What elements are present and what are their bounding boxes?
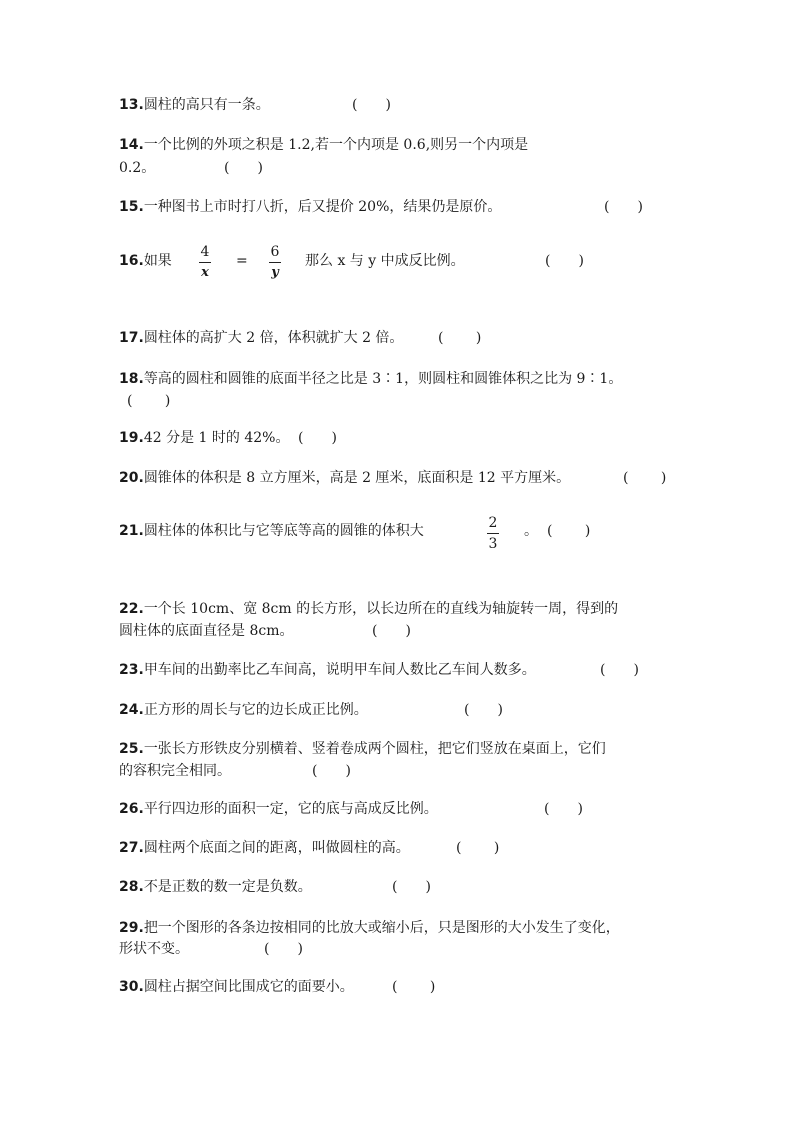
answer-parens[interactable]: ( ): [456, 840, 500, 856]
fraction-numerator: 2: [488, 515, 498, 531]
question-number: 30.: [119, 979, 144, 995]
question-text-line1: 把一个图形的各条边按相同的比放大或缩小后，只是图形的大小发生了变化，: [143, 920, 620, 936]
question-number: 20.: [119, 470, 144, 486]
question-text-line2: 形状不变。: [119, 941, 189, 957]
answer-parens[interactable]: ( ): [392, 879, 431, 895]
question-19: [119, 427, 289, 450]
question-number: 24.: [119, 702, 144, 718]
question-16: [119, 250, 172, 273]
question-14: [119, 134, 528, 157]
question-text-before: 如果: [143, 253, 172, 269]
question-number: 21.: [119, 523, 144, 539]
question-text-after: 。: [524, 523, 538, 539]
answer-parens[interactable]: ( ): [392, 979, 436, 995]
question-number: 27.: [119, 840, 144, 856]
question-text-line2: 圆柱体的底面直径是 8cm。: [119, 623, 294, 639]
question-text: 圆柱两个底面之间的距离，叫做圆柱的高。: [143, 840, 410, 856]
question-text: 42 分是 1 时的 42%。: [143, 430, 290, 446]
answer-parens[interactable]: ( ): [352, 97, 391, 113]
question-number: 29.: [119, 920, 144, 936]
answer-parens[interactable]: ( ): [600, 662, 639, 678]
fraction-bar: [487, 533, 499, 534]
question-number: 22.: [119, 601, 144, 617]
question-30: [119, 976, 354, 999]
fraction-numerator: 4: [200, 244, 210, 260]
question-26: [119, 798, 438, 821]
answer-parens[interactable]: ( ): [544, 801, 583, 817]
question-text: 圆柱占据空间比围成它的面要小。: [143, 979, 354, 995]
question-text-before: 圆柱体的体积比与它等底等高的圆锥的体积大: [143, 523, 424, 539]
fraction-numerator: 6: [270, 244, 280, 260]
question-29: [119, 917, 620, 940]
fraction-denominator: 3: [488, 536, 498, 552]
answer-parens[interactable]: ( ): [464, 702, 503, 718]
question-29-line2: [119, 938, 189, 961]
question-25: [119, 738, 606, 761]
fraction-denominator: y: [271, 265, 279, 280]
question-text-after: 那么 x 与 y 中成反比例。: [305, 253, 465, 269]
question-number: 17.: [119, 330, 144, 346]
question-number: 28.: [119, 879, 144, 895]
question-22-line2: [119, 620, 293, 643]
answer-parens[interactable]: ( ): [604, 199, 643, 215]
question-number: 26.: [119, 801, 144, 817]
question-text: 一种图书上市时打八折，后又提价 20%，结果仍是原价。: [143, 199, 502, 215]
answer-parens[interactable]: ( ): [224, 160, 263, 176]
answer-parens[interactable]: ( ): [372, 623, 411, 639]
question-number: 23.: [119, 662, 144, 678]
question-text-line1: 一个长 10cm、宽 8cm 的长方形，以长边所在的直线为轴旋转一周，得到的: [143, 601, 619, 617]
question-18: [119, 368, 622, 391]
question-20: [119, 467, 570, 490]
answer-parens[interactable]: ( ): [547, 523, 591, 539]
question-28: [119, 876, 312, 899]
fraction-denominator: x: [201, 265, 209, 280]
answer-parens[interactable]: ( ): [298, 430, 337, 446]
question-25-line2: [119, 760, 231, 783]
answer-parens[interactable]: ( ): [264, 941, 303, 957]
question-text-line2: 的容积完全相同。: [119, 763, 231, 779]
question-17: [119, 327, 403, 350]
question-text: 平行四边形的面积一定，它的底与高成反比例。: [143, 801, 438, 817]
fraction-bar: [269, 262, 281, 263]
question-number: 13.: [119, 97, 144, 113]
question-23: [119, 659, 536, 682]
equals-sign: =: [236, 253, 248, 269]
question-number: 14.: [119, 137, 144, 153]
fraction-bar: [199, 262, 211, 263]
answer-parens[interactable]: ( ): [438, 330, 482, 346]
question-text: 圆柱的高只有一条。: [143, 97, 270, 113]
answer-parens[interactable]: ( ): [127, 393, 171, 409]
question-text-line1: 一个比例的外项之积是 1.2,若一个内项是 0.6,则另一个内项是: [143, 137, 529, 153]
question-text: 正方形的周长与它的边长成正比例。: [143, 702, 368, 718]
fraction-2-over-3: [487, 514, 499, 553]
answer-parens[interactable]: ( ): [623, 470, 667, 486]
question-text: 圆锥体的体积是 8 立方厘米，高是 2 厘米，底面积是 12 平方厘米。: [143, 470, 571, 486]
question-14-line2: [119, 157, 155, 180]
fraction-4-over-x: [199, 243, 211, 282]
question-13: [119, 94, 270, 117]
question-text-line1: 一张长方形铁皮分别横着、竖着卷成两个圆柱，把它们竖放在桌面上，它们: [143, 741, 606, 757]
answer-parens[interactable]: ( ): [312, 763, 351, 779]
question-number: 18.: [119, 371, 144, 387]
question-number: 25.: [119, 741, 144, 757]
question-24: [119, 699, 368, 722]
question-number: 15.: [119, 199, 144, 215]
question-15: [119, 196, 501, 219]
question-22: [119, 598, 618, 621]
question-text: 不是正数的数一定是负数。: [143, 879, 312, 895]
answer-parens[interactable]: ( ): [545, 253, 584, 269]
question-text-line2: 0.2。: [119, 160, 156, 176]
question-number: 16.: [119, 253, 144, 269]
question-text: 甲车间的出勤率比乙车间高，说明甲车间人数比乙车间人数多。: [143, 662, 536, 678]
question-27: [119, 837, 410, 860]
question-number: 19.: [119, 430, 144, 446]
fraction-6-over-y: [269, 243, 281, 282]
question-text: 圆柱体的高扩大 2 倍，体积就扩大 2 倍。: [143, 330, 404, 346]
question-21: [119, 520, 424, 543]
question-text: 等高的圆柱和圆锥的底面半径之比是 3∶1，则圆柱和圆锥体积之比为 9∶1。: [143, 371, 623, 387]
